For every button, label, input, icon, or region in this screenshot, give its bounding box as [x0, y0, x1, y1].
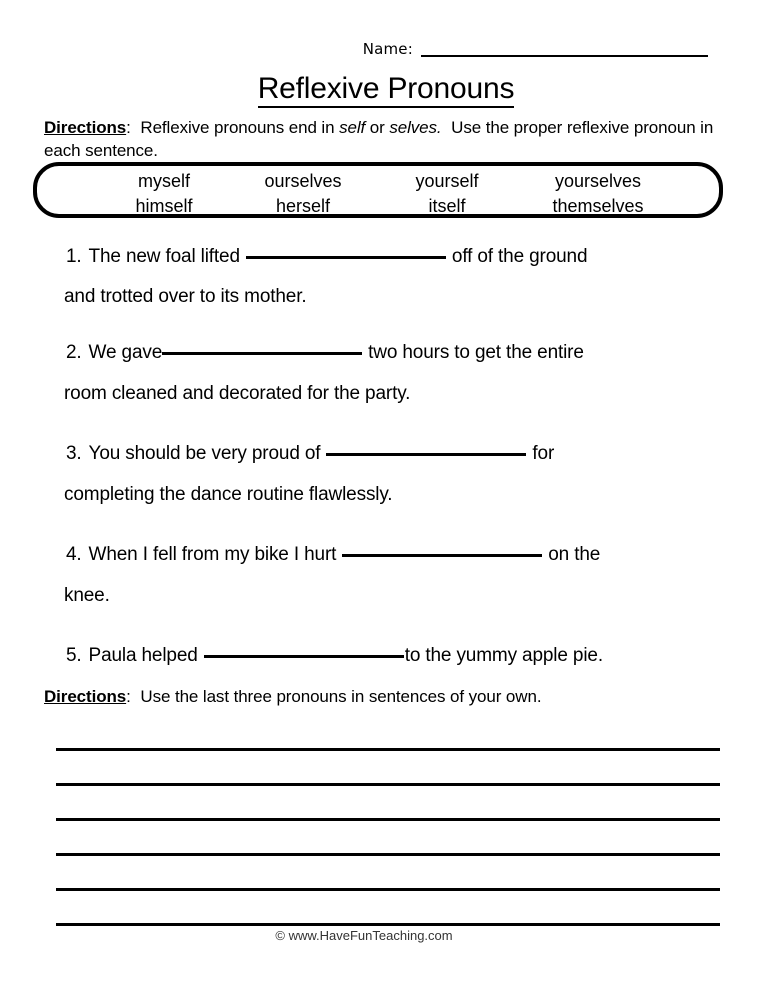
directions-2-label: Directions: [44, 687, 127, 706]
question-1-number: 1.: [66, 246, 82, 267]
writing-line[interactable]: [56, 923, 720, 926]
directions-between: or: [369, 118, 385, 137]
answer-writing-lines: [56, 748, 720, 958]
question-1-continuation: and trotted over to its mother.: [64, 286, 307, 307]
page-title: [0, 72, 772, 106]
question-3-answer-blank[interactable]: [326, 436, 526, 456]
directions-text-part-1: Reflexive pronouns end in: [140, 118, 335, 137]
word-bank-box: [33, 162, 723, 218]
word-bank-word-yourselves[interactable]: yourselves: [554, 171, 642, 191]
word-bank-word-himself[interactable]: himself: [135, 196, 193, 216]
directions-italic-selves: selves.: [389, 118, 442, 137]
directions-text-part-2: Use the proper reflexive pronoun in each sentence.: [44, 118, 714, 160]
writing-line[interactable]: [56, 818, 720, 821]
question-1-answer-blank[interactable]: [246, 239, 446, 259]
footer-copyright: © www.HaveFunTeaching.com: [275, 928, 453, 943]
question-5-text-before: Paula helped: [88, 645, 198, 666]
question-3-text-after: for: [532, 443, 555, 464]
question-2-number: 2.: [66, 342, 82, 363]
word-bank-word-themselves[interactable]: themselves: [552, 196, 644, 216]
question-5-number: 5.: [66, 645, 82, 666]
directions-colon: :: [126, 118, 131, 137]
writing-line[interactable]: [56, 853, 720, 856]
word-bank-word-myself[interactable]: myself: [137, 171, 190, 191]
word-bank-word-yourself[interactable]: yourself: [415, 171, 479, 191]
directions-second: [44, 686, 724, 708]
question-4-number: 4.: [66, 544, 82, 565]
question-4-text-after: on the: [548, 544, 601, 565]
question-5-answer-blank[interactable]: [204, 638, 404, 658]
name-label: Name:: [362, 40, 413, 58]
directions-2-colon: :: [126, 687, 131, 706]
page-title-text: Reflexive Pronouns: [258, 72, 515, 108]
directions-2-text: Use the last three pronouns in sentences of your own.: [140, 687, 542, 706]
question-5-text-after: to the yummy apple pie.: [404, 645, 603, 666]
word-bank-word-herself[interactable]: herself: [275, 196, 331, 216]
question-5: [44, 631, 744, 681]
writing-line[interactable]: [56, 748, 720, 751]
question-3-number: 3.: [66, 443, 82, 464]
writing-line[interactable]: [56, 888, 720, 891]
directions-first: [44, 116, 724, 162]
question-3-continuation: completing the dance routine flawlessly.: [64, 484, 393, 505]
word-bank-row-1: [37, 169, 719, 194]
word-bank-row-2: [37, 194, 719, 219]
question-2-text-after: two hours to get the entire: [368, 342, 584, 363]
writing-line[interactable]: [56, 783, 720, 786]
directions-label: Directions: [44, 118, 127, 137]
name-field-row: [0, 41, 772, 57]
question-2-text-before: We gave: [88, 342, 163, 363]
directions-italic-self: self: [339, 118, 366, 137]
word-bank-word-itself[interactable]: itself: [428, 196, 466, 216]
word-bank-word-ourselves[interactable]: ourselves: [264, 171, 342, 191]
question-4-continuation: knee.: [64, 585, 110, 606]
question-1-text-before: The new foal lifted: [88, 246, 240, 267]
question-4-text-before: When I fell from my bike I hurt: [88, 544, 337, 565]
question-3-text-before: You should be very proud of: [88, 443, 321, 464]
name-input-blank[interactable]: [421, 42, 708, 57]
question-1-text-after: off of the ground: [451, 246, 588, 267]
question-2-answer-blank[interactable]: [162, 335, 362, 355]
question-4-answer-blank[interactable]: [342, 537, 542, 557]
question-2-continuation: room cleaned and decorated for the party.: [64, 383, 411, 404]
